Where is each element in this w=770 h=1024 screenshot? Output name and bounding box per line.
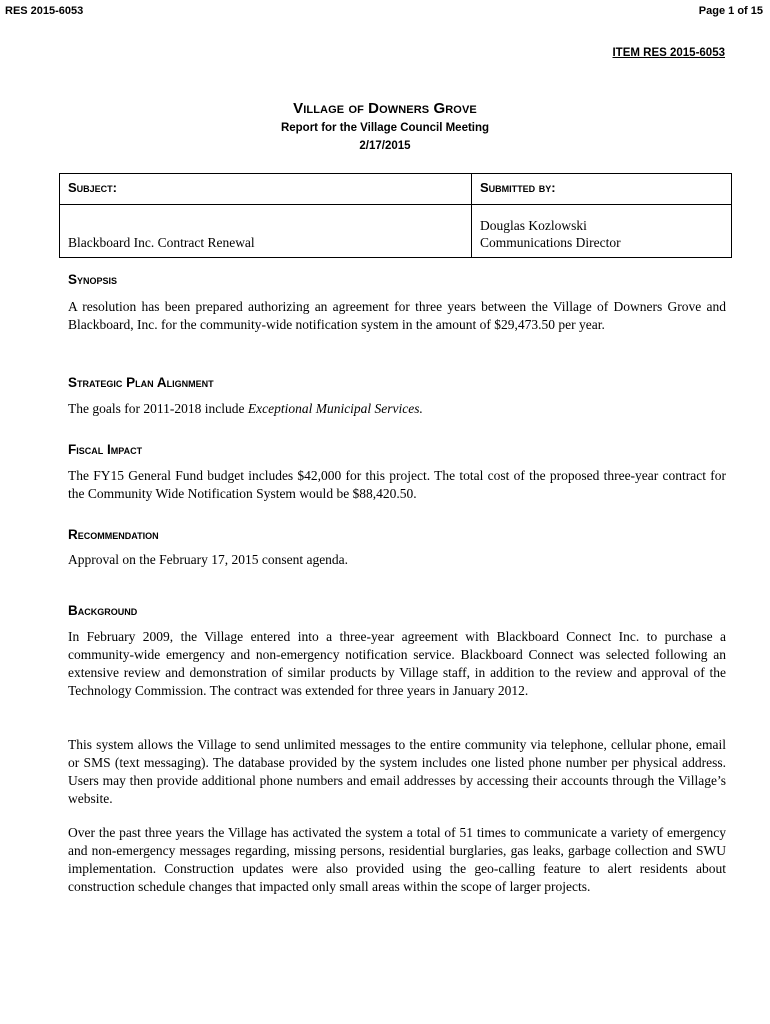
report-subtitle: Report for the Village Council Meeting (280, 122, 490, 134)
strategic-plan-text-prefix: The goals for 2011-2018 include (68, 401, 248, 416)
submitter-title: Communications Director (480, 235, 621, 250)
strategic-plan-heading: Strategic Plan Alignment (68, 375, 214, 390)
subject-label: Subject: (60, 174, 472, 205)
fiscal-impact-heading: Fiscal Impact (68, 442, 143, 457)
submitter-name: Douglas Kozlowski (480, 218, 587, 233)
recommendation-heading: Recommendation (68, 527, 159, 542)
recommendation-text: Approval on the February 17, 2015 consent agenda. (68, 552, 349, 567)
item-reference: ITEM RES 2015-6053 (612, 47, 725, 59)
synopsis-text: A resolution has been prepared authorizing an agreement for three years between the Village of Downers Grove and Blackboard, Inc. for the community-wide notification system in the amount of $29,473.50 per year. (68, 299, 726, 332)
title-block (0, 99, 770, 155)
report-date: 2/17/2015 (359, 140, 411, 152)
strategic-plan-text (68, 400, 726, 418)
subject-text: Blackboard Inc. Contract Renewal (68, 235, 255, 250)
strategic-plan-goal: Exceptional Municipal Services. (247, 401, 423, 416)
background-paragraph-3: Over the past three years the Village has activated the system a total of 51 times to communicate a variety of emergency and non-emergency messages regarding, missing persons, residential burglaries, gas leaks, garbage collection and SWU implementation. Construction updates were also provided using the geo-calling feature to alert residents about construction schedule changes that impacted only small areas within the scope of larger projects. (68, 825, 726, 894)
fiscal-impact-text: The FY15 General Fund budget includes $42,000 for this project. The total cost of the proposed three-year contract for the Community Wide Notification System would be $88,420.50. (68, 468, 726, 501)
subject-value (60, 205, 472, 258)
submitted-by-label: Submitted by: (472, 174, 732, 205)
background-heading: Background (68, 603, 138, 618)
page-title: Village of Downers Grove (293, 100, 477, 117)
synopsis-heading: Synopsis (68, 272, 118, 287)
subject-table (59, 173, 732, 258)
background-paragraph-2: This system allows the Village to send unlimited messages to the entire community via telephone, cellular phone, email or SMS (text messaging). The database provided by the system includes one listed phone number per physical address. Users may then provide additional phone numbers and email addresses by accessing their accounts through the Village’s website. (68, 737, 726, 806)
page-number: Page 1 of 15 (698, 5, 763, 17)
submitted-by-value (472, 205, 732, 258)
background-paragraph-1: In February 2009, the Village entered into a three-year agreement with Blackboard Connect Inc. to purchase a community-wide emergency and non-emergency notification service. Blackboard Connect was selected following an extensive review and demonstration of similar products by Village staff, in addition to the review and approval of the Technology Commission. The contract was extended for three years in January 2012. (68, 629, 726, 698)
document-id-header: RES 2015-6053 (5, 5, 84, 17)
